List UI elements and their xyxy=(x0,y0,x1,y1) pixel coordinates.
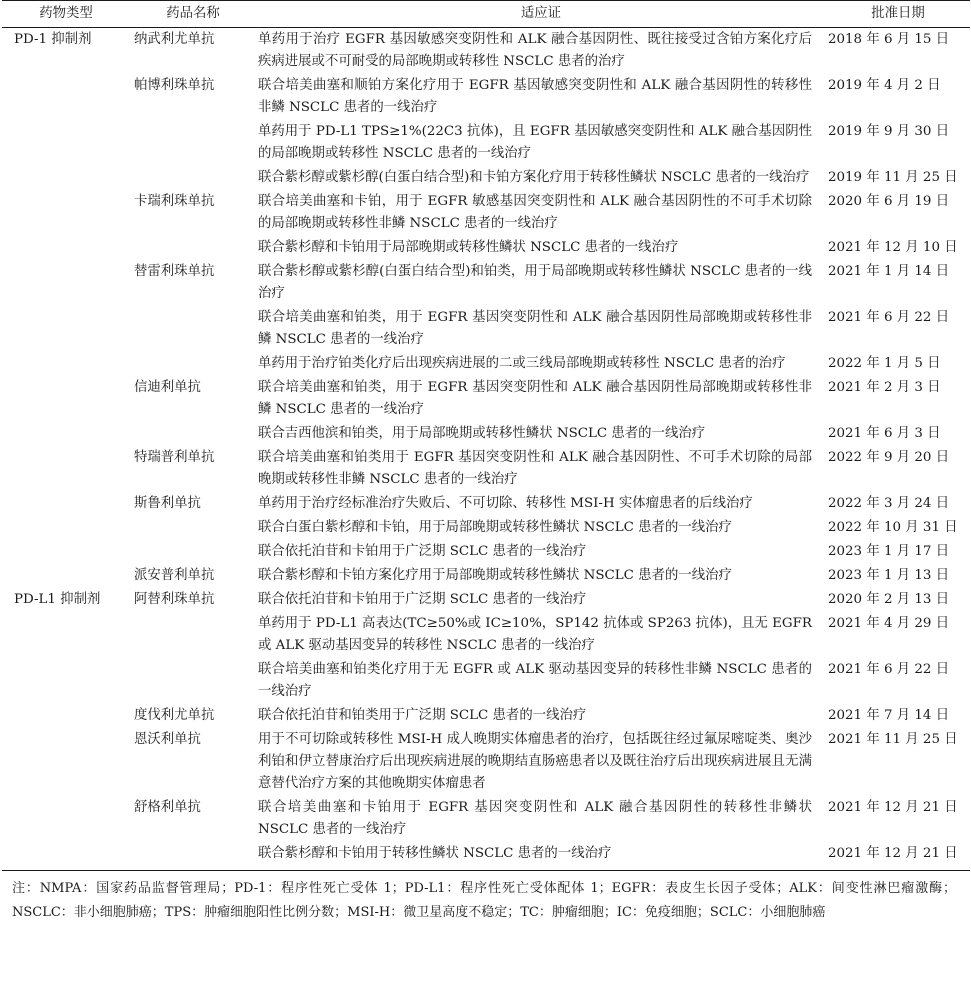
drug-name-cell: 纳武利尤单抗 xyxy=(134,32,215,47)
drug-name-cell: 斯鲁利单抗 xyxy=(134,496,201,511)
drug-name-cell: 特瑞普利单抗 xyxy=(134,450,215,465)
approval-date-cell: 2021 年 12 月 10 日 xyxy=(828,240,958,255)
table-row xyxy=(2,236,970,260)
indication-cell: 单药用于治疗 EGFR 基因敏感突变阴性和 ALK 融合基因阴性、既往接受过含铂方案化疗后疾病进展或不可耐受的局部晚期或转移性 NSCLC 患者的治疗 xyxy=(258,32,812,69)
indication-cell: 联合吉西他滨和铂类，用于局部晚期或转移性鳞状 NSCLC 患者的一线治疗 xyxy=(258,426,706,441)
table-row xyxy=(2,260,970,306)
indication-cell: 联合依托泊苷和卡铂用于广泛期 SCLC 患者的一线治疗 xyxy=(258,592,587,607)
approval-date-cell: 2022 年 9 月 20 日 xyxy=(828,450,950,465)
indication-cell: 联合依托泊苷和铂类用于广泛期 SCLC 患者的一线治疗 xyxy=(258,708,587,723)
approval-date-cell: 2019 年 4 月 2 日 xyxy=(828,78,941,93)
table-row xyxy=(2,564,970,588)
drug-type-cell xyxy=(2,796,130,842)
drug-type-cell xyxy=(2,422,130,446)
header-drug-name: 药品名称 xyxy=(130,1,256,28)
drug-name-cell xyxy=(130,516,256,540)
drug-type-cell xyxy=(2,516,130,540)
table-row xyxy=(2,74,970,120)
drug-name-cell xyxy=(130,166,256,190)
table-row xyxy=(2,658,970,704)
header-indication: 适应证 xyxy=(256,1,826,28)
drug-type-cell: PD-L1 抑制剂 xyxy=(14,592,101,607)
header-drug-type: 药物类型 xyxy=(2,1,130,28)
drug-type-cell xyxy=(2,74,130,120)
approval-date-cell: 2019 年 9 月 30 日 xyxy=(828,124,950,139)
drug-type-cell xyxy=(2,842,130,871)
approval-date-cell: 2021 年 11 月 25 日 xyxy=(828,732,958,747)
table-row xyxy=(2,166,970,190)
approval-date-cell: 2022 年 10 月 31 日 xyxy=(828,520,958,535)
table-row xyxy=(2,588,970,612)
table-row xyxy=(2,842,970,871)
indication-cell: 单药用于 PD-L1 TPS≥1%(22C3 抗体)，且 EGFR 基因敏感突变阴性和 ALK 融合基因阴性的局部晚期或转移性 NSCLC 患者的一线治疗 xyxy=(258,124,812,161)
indication-cell: 联合紫杉醇和卡铂方案化疗用于局部晚期或转移性鳞状 NSCLC 患者的一线治疗 xyxy=(258,568,732,583)
drug-name-cell xyxy=(130,120,256,166)
drug-name-cell xyxy=(130,422,256,446)
approval-date-cell: 2020 年 6 月 19 日 xyxy=(828,194,950,209)
table-row xyxy=(2,352,970,376)
approval-date-cell: 2023 年 1 月 17 日 xyxy=(828,544,950,559)
table-row xyxy=(2,120,970,166)
table-row xyxy=(2,540,970,564)
indication-cell: 联合紫杉醇或紫杉醇(白蛋白结合型)和卡铂方案化疗用于转移性鳞状 NSCLC 患者的一线治疗 xyxy=(258,170,810,185)
approval-date-cell: 2020 年 2 月 13 日 xyxy=(828,592,950,607)
drug-name-cell xyxy=(130,236,256,260)
drug-type-cell xyxy=(2,260,130,306)
drug-name-cell: 阿替利珠单抗 xyxy=(134,592,215,607)
table-row xyxy=(2,704,970,728)
table-footnote: 注：NMPA：国家药品监督管理局；PD-1：程序性死亡受体 1；PD-L1：程序性死亡受体配体 1；EGFR：表皮生长因子受体；ALK：间变性淋巴瘤激酶；NSCLC：非小细胞肺癌；TPS：肿瘤细胞阳性比例分数；MSI-H：微卫星高度不稳定；TC：肿瘤细胞；IC：免疫细胞；SCLC：小细胞肺癌 xyxy=(12,881,956,920)
approval-date-cell: 2022 年 3 月 24 日 xyxy=(828,496,950,511)
drug-name-cell xyxy=(130,306,256,352)
table-row xyxy=(2,492,970,516)
drug-name-cell xyxy=(130,540,256,564)
drug-name-cell: 替雷利珠单抗 xyxy=(134,264,215,279)
drug-type-cell xyxy=(2,658,130,704)
drug-type-cell xyxy=(2,704,130,728)
drug-name-cell: 帕博利珠单抗 xyxy=(134,78,215,93)
drug-type-cell xyxy=(2,728,130,796)
table-row xyxy=(2,28,970,75)
approval-date-cell: 2019 年 11 月 25 日 xyxy=(828,170,958,185)
indication-cell: 联合培美曲塞和顺铂方案化疗用于 EGFR 基因敏感突变阴性和 ALK 融合基因阴性的转移性非鳞 NSCLC 患者的一线治疗 xyxy=(258,78,812,115)
indication-cell: 联合培美曲塞和铂类，用于 EGFR 基因突变阴性和 ALK 融合基因阴性局部晚期或转移性非鳞 NSCLC 患者的一线治疗 xyxy=(258,380,812,417)
table-row xyxy=(2,612,970,658)
indication-cell: 单药用于治疗铂类化疗后出现疾病进展的二或三线局部晚期或转移性 NSCLC 患者的治疗 xyxy=(258,356,786,371)
table-row xyxy=(2,306,970,352)
table-row xyxy=(2,728,970,796)
drug-type-cell xyxy=(2,306,130,352)
approval-date-cell: 2022 年 1 月 5 日 xyxy=(828,356,941,371)
drug-name-cell: 信迪利单抗 xyxy=(134,380,201,395)
table-row xyxy=(2,422,970,446)
drug-name-cell: 舒格利单抗 xyxy=(134,800,201,815)
table-row xyxy=(2,376,970,422)
drug-type-cell xyxy=(2,236,130,260)
drug-type-cell xyxy=(2,352,130,376)
indication-cell: 联合培美曲塞和铂类化疗用于无 EGFR 或 ALK 驱动基因变异的转移性非鳞 NSCLC 患者的一线治疗 xyxy=(258,662,812,699)
drug-type-cell xyxy=(2,540,130,564)
approval-date-cell: 2021 年 6 月 22 日 xyxy=(828,310,950,325)
drug-type-cell xyxy=(2,612,130,658)
indication-cell: 联合培美曲塞和卡铂用于 EGFR 基因突变阴性和 ALK 融合基因阴性的转移性非鳞状 NSCLC 患者的一线治疗 xyxy=(258,800,812,837)
indication-cell: 单药用于 PD-L1 高表达(TC≥50%或 IC≥10%，SP142 抗体或 SP263 抗体)，且无 EGFR 或 ALK 驱动基因变异的转移性 NSCLC 患者的一线治疗 xyxy=(258,616,812,653)
indication-cell: 联合依托泊苷和卡铂用于广泛期 SCLC 患者的一线治疗 xyxy=(258,544,587,559)
drug-type-cell xyxy=(2,166,130,190)
indication-cell: 联合培美曲塞和卡铂，用于 EGFR 敏感基因突变阴性和 ALK 融合基因阴性的不可手术切除的局部晚期或转移性非鳞 NSCLC 患者的一线治疗 xyxy=(258,194,812,231)
approval-date-cell: 2021 年 7 月 14 日 xyxy=(828,708,950,723)
header-approval-date: 批准日期 xyxy=(826,1,970,28)
drug-name-cell xyxy=(130,612,256,658)
table-row xyxy=(2,446,970,492)
drug-name-cell xyxy=(130,842,256,871)
indication-cell: 联合培美曲塞和铂类，用于 EGFR 基因突变阴性和 ALK 融合基因阴性局部晚期或转移性非鳞 NSCLC 患者的一线治疗 xyxy=(258,310,812,347)
drug-name-cell: 派安普利单抗 xyxy=(134,568,215,583)
drug-type-cell xyxy=(2,120,130,166)
approval-date-cell: 2021 年 6 月 3 日 xyxy=(828,426,941,441)
drug-name-cell: 恩沃利单抗 xyxy=(134,732,201,747)
approval-date-cell: 2021 年 4 月 29 日 xyxy=(828,616,950,631)
approval-date-cell: 2021 年 12 月 21 日 xyxy=(828,800,958,815)
approval-date-cell: 2021 年 6 月 22 日 xyxy=(828,662,950,677)
table-row xyxy=(2,796,970,842)
drug-type-cell xyxy=(2,376,130,422)
drug-name-cell xyxy=(130,658,256,704)
indication-cell: 联合紫杉醇和卡铂用于局部晚期或转移性鳞状 NSCLC 患者的一线治疗 xyxy=(258,240,679,255)
drug-type-cell xyxy=(2,190,130,236)
approval-date-cell: 2021 年 1 月 14 日 xyxy=(828,264,950,279)
table-header-row xyxy=(2,1,970,28)
drug-type-cell: PD-1 抑制剂 xyxy=(14,32,92,47)
approval-date-cell: 2021 年 2 月 3 日 xyxy=(828,380,941,395)
approval-date-cell: 2021 年 12 月 21 日 xyxy=(826,842,970,871)
drug-type-cell xyxy=(2,446,130,492)
drug-name-cell: 卡瑞利珠单抗 xyxy=(134,194,215,209)
approval-date-cell: 2018 年 6 月 15 日 xyxy=(828,32,950,47)
indication-cell: 单药用于治疗经标准治疗失败后、不可切除、转移性 MSI-H 实体瘤患者的后线治疗 xyxy=(258,496,753,511)
table-body xyxy=(2,28,970,871)
drug-type-cell xyxy=(2,492,130,516)
indication-cell: 联合培美曲塞和铂类用于 EGFR 基因突变阴性和 ALK 融合基因阴性、不可手术切除的局部晚期或转移性非鳞 NSCLC 患者的一线治疗 xyxy=(258,450,812,487)
drug-name-cell xyxy=(130,352,256,376)
indication-cell: 联合紫杉醇和卡铂用于转移性鳞状 NSCLC 患者的一线治疗 xyxy=(256,842,826,871)
approval-table xyxy=(2,0,970,871)
indication-cell: 用于不可切除或转移性 MSI-H 成人晚期实体瘤患者的治疗，包括既往经过氟尿嘧啶类、奥沙利铂和伊立替康治疗后出现疾病进展的晚期结直肠癌患者以及既往治疗后出现疾病进展且无满意替代治疗方案的其他晚期实体瘤患者 xyxy=(258,732,812,791)
drug-type-cell xyxy=(2,564,130,588)
drug-name-cell: 度伐利尤单抗 xyxy=(134,708,215,723)
table-row xyxy=(2,190,970,236)
table-row xyxy=(2,516,970,540)
approval-date-cell: 2023 年 1 月 13 日 xyxy=(828,568,950,583)
indication-cell: 联合白蛋白紫杉醇和卡铂，用于局部晚期或转移性鳞状 NSCLC 患者的一线治疗 xyxy=(258,520,732,535)
indication-cell: 联合紫杉醇或紫杉醇(白蛋白结合型)和铂类，用于局部晚期或转移性鳞状 NSCLC 患者的一线治疗 xyxy=(258,264,812,301)
